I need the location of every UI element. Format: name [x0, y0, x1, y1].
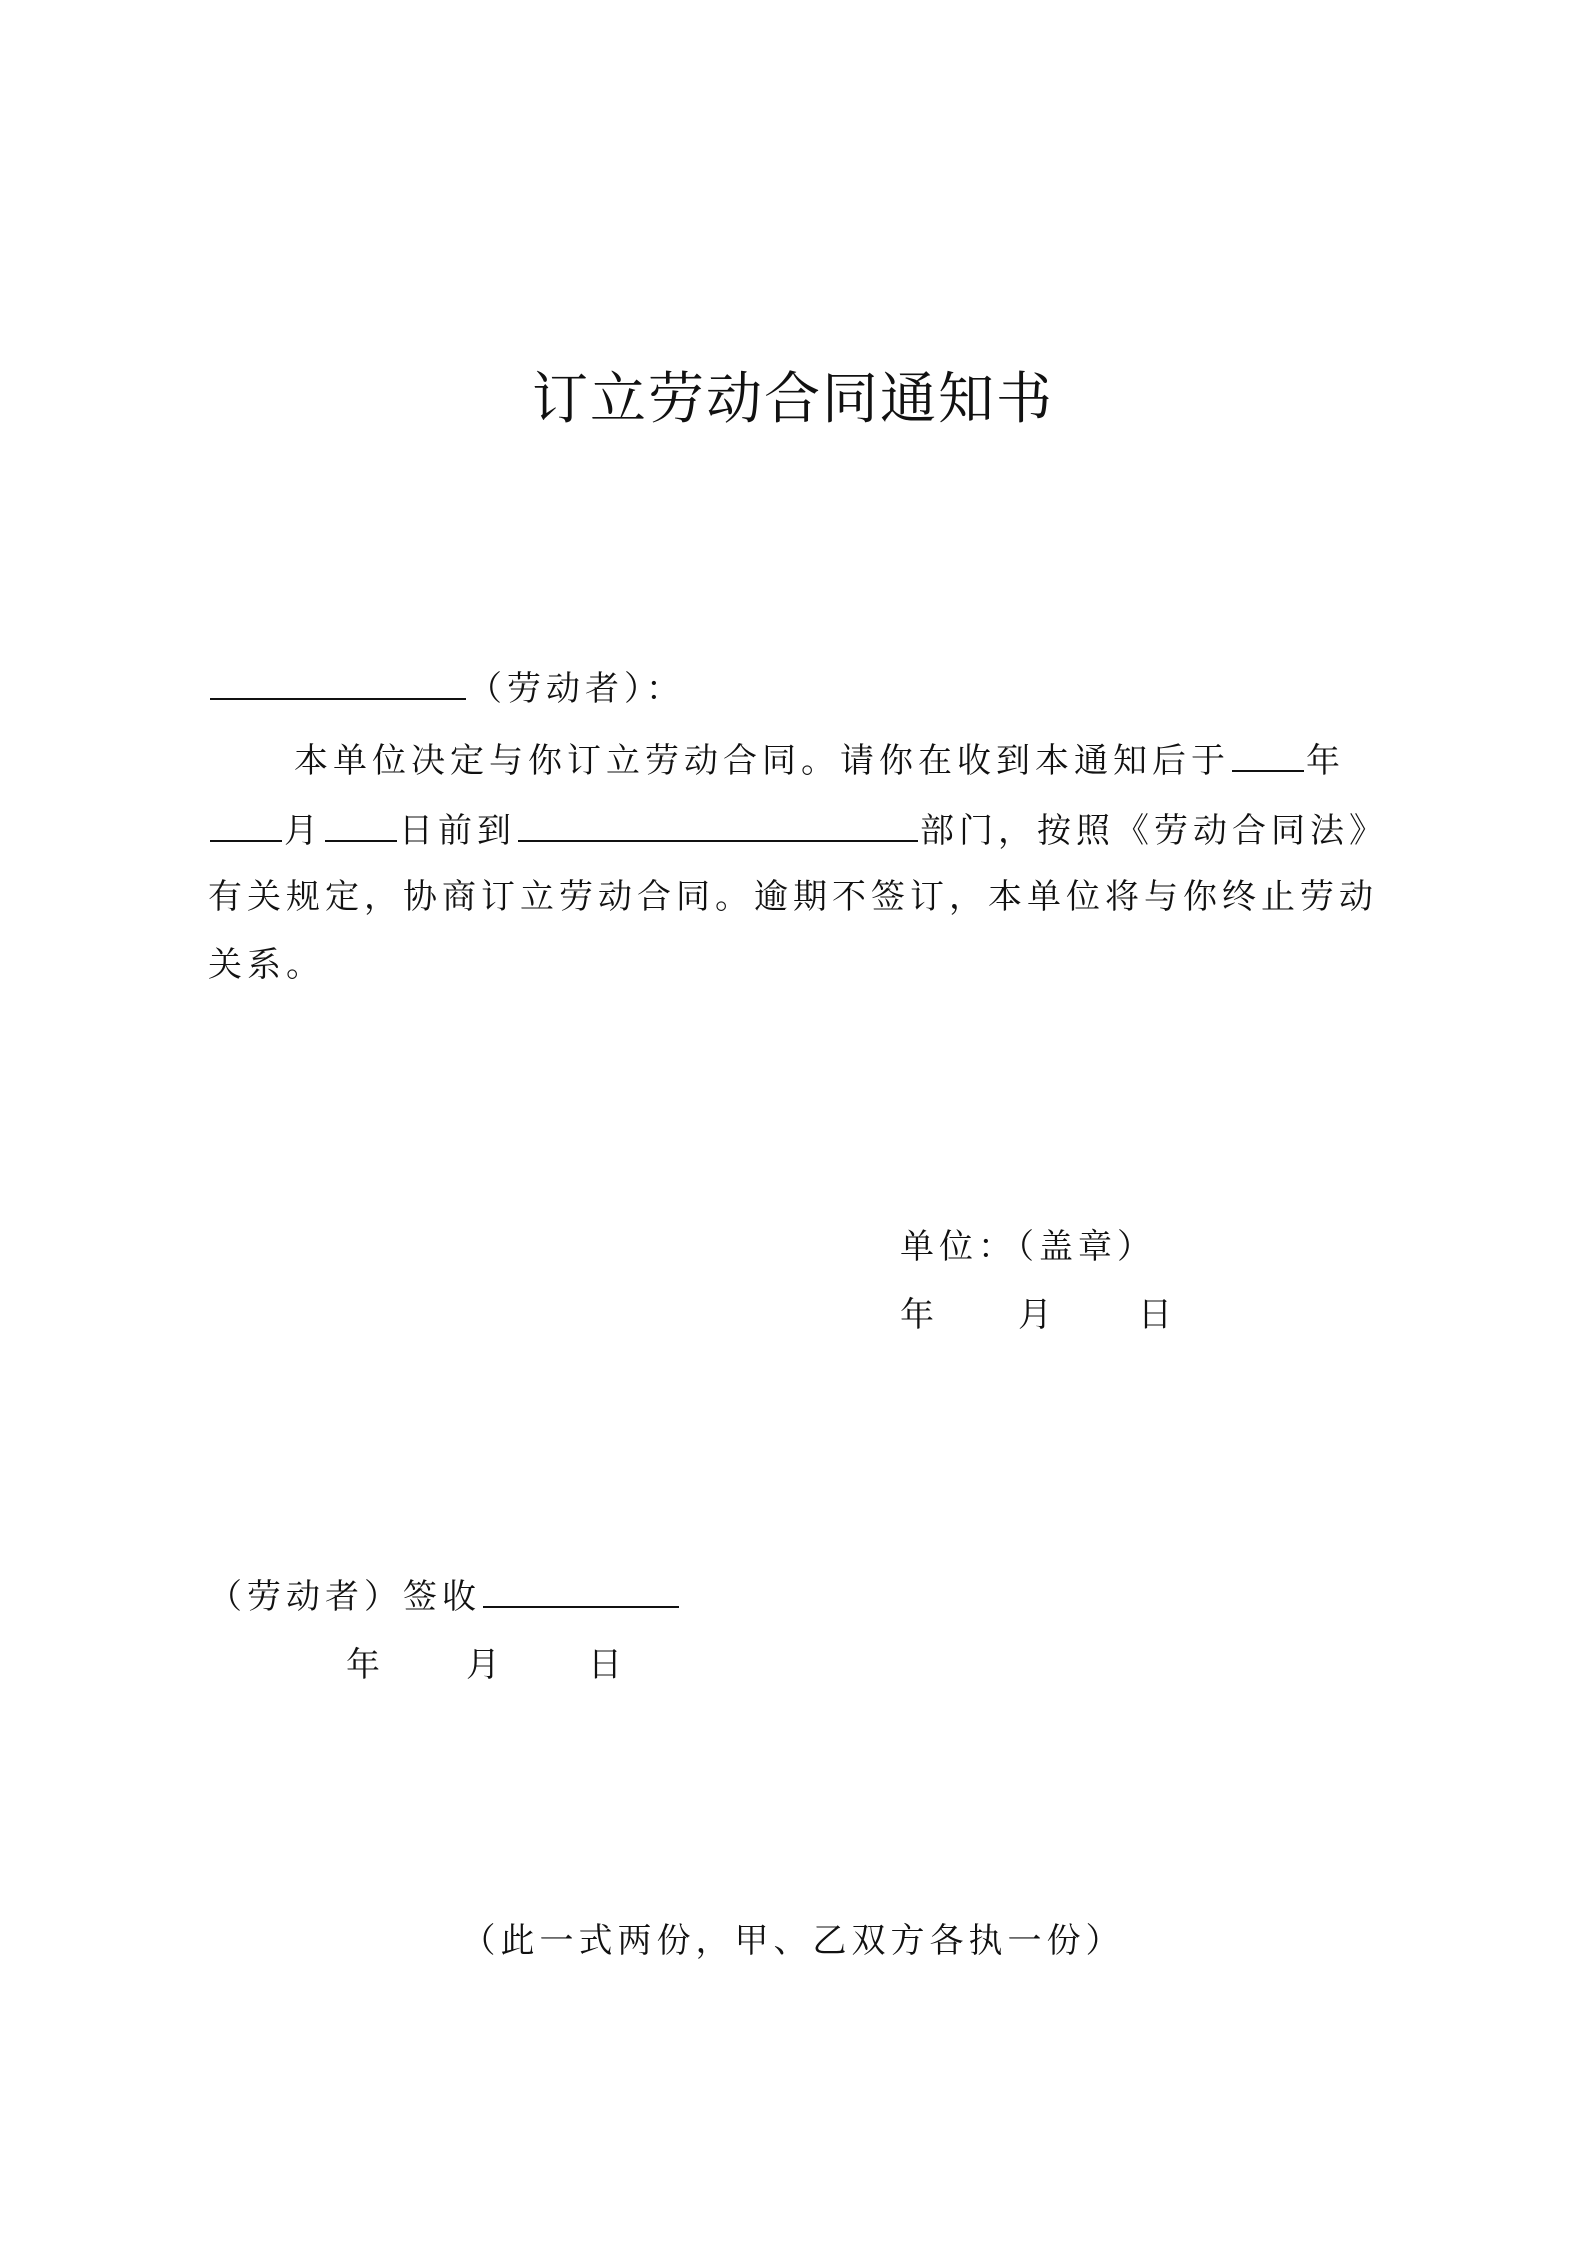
body-line-1-text: 本单位决定与你订立劳动合同。请你在收到本通知后于 [294, 741, 1230, 781]
employer-day: 日 [1138, 1295, 1172, 1335]
employee-day: 日 [588, 1645, 622, 1685]
footer-note: （此一式两份，甲、乙双方各执一份） [461, 1921, 1125, 1961]
addressee-suffix: （劳动者）： [468, 669, 685, 709]
addressee-line [208, 664, 685, 712]
employee-month: 月 [466, 1645, 500, 1685]
body-line-3-text: 有关规定，协商订立劳动合同。逾期不签订，本单位将与你终止劳动 [208, 877, 1378, 917]
body-line-4-text: 关系。 [208, 945, 325, 985]
employer-date-row [900, 1292, 1200, 1338]
document-title: 订立劳动合同通知书 [532, 367, 1054, 432]
employer-month: 月 [1018, 1295, 1052, 1335]
day-before-text: 日前到 [399, 811, 516, 851]
month-blank[interactable] [210, 806, 282, 842]
body-line-2 [208, 806, 1388, 854]
employer-seal-label: 单位：（盖章） [900, 1227, 1156, 1267]
employee-date-row [346, 1642, 646, 1688]
employee-signature-blank[interactable] [483, 1572, 679, 1608]
employee-sign-label: （劳动者）签收 [208, 1577, 481, 1617]
body-line-1 [294, 736, 1345, 784]
employee-sign-line [208, 1572, 681, 1620]
employer-year: 年 [900, 1295, 934, 1335]
body-line-3 [208, 874, 1378, 920]
addressee-name-blank[interactable] [210, 664, 466, 700]
year-blank[interactable] [1232, 736, 1304, 772]
body-line-4 [208, 942, 325, 988]
department-blank[interactable] [518, 806, 918, 842]
month-unit: 月 [284, 811, 323, 851]
employee-year: 年 [346, 1645, 380, 1685]
day-blank[interactable] [325, 806, 397, 842]
year-unit: 年 [1306, 741, 1345, 781]
department-text: 部门，按照《劳动合同法》 [920, 811, 1388, 851]
